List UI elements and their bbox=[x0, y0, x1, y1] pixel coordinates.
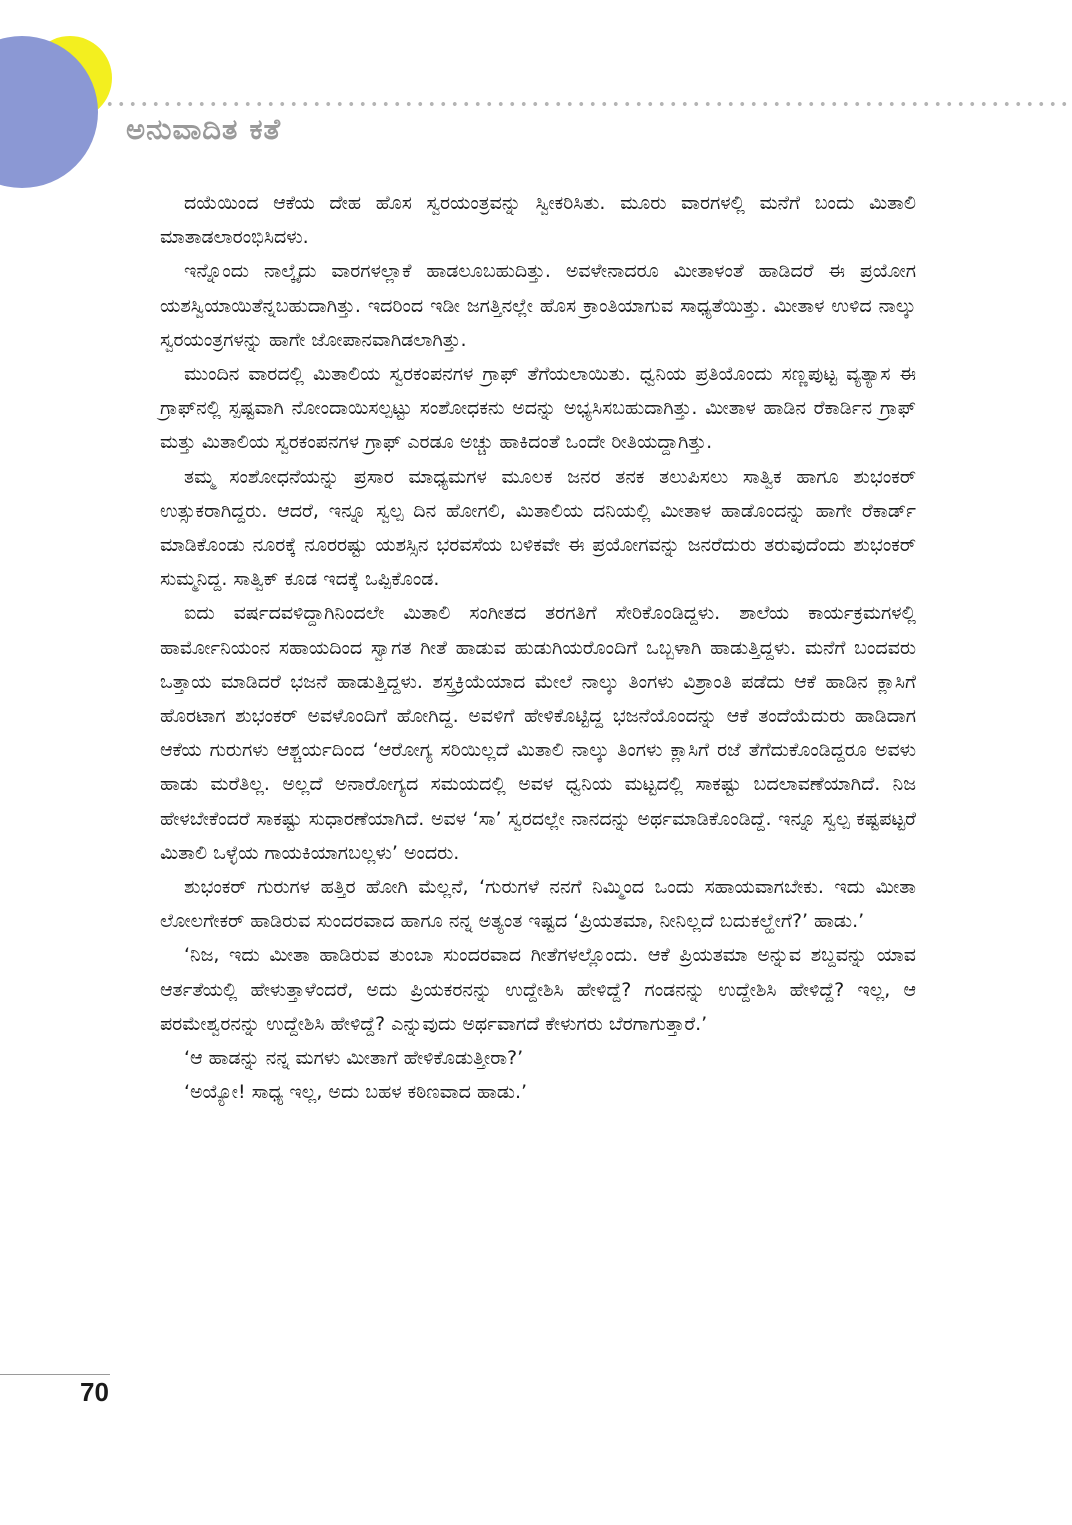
paragraph: ‘ಆ ಹಾಡನ್ನು ನನ್ನ ಮಗಳು ಮೀತಾಗೆ ಹೇಳಿಕೊಡುತ್ತೀರಾ?’ bbox=[184, 1047, 524, 1070]
paragraph: ದಯೆಯಿಂದ ಆಕೆಯ ದೇಹ ಹೊಸ ಸ್ವರಯಂತ್ರವನ್ನು ಸ್ವೀಕರಿಸಿತು. ಮೂರು ವಾರಗಳಲ್ಲಿ ಮನೆಗೆ ಬಂದು ಮಿತಾಲಿ ಮಾತಾಡಲಾರಂಭಿಸಿದಳು. bbox=[160, 192, 916, 249]
paragraph: ಮುಂದಿನ ವಾರದಲ್ಲಿ ಮಿತಾಲಿಯ ಸ್ವರಕಂಪನಗಳ ಗ್ರಾಫ್ ತೆಗೆಯಲಾಯಿತು. ಧ್ವನಿಯ ಪ್ರತಿಯೊಂದು ಸಣ್ಣಪುಟ್ಟ ವ್ಯತ್ಯಾಸ ಈ ಗ್ರಾಫ್‌ನಲ್ಲಿ ಸ್ಪಷ್ಟವಾಗಿ ನೋಂದಾಯಿಸಲ್ಪಟ್ಟು ಸಂಶೋಧಕನು ಅದನ್ನು ಅಭ್ಯಸಿಸಬಹುದಾಗಿತ್ತು. ಮೀತಾಳ ಹಾಡಿನ ರೆಕಾರ್ಡಿನ ಗ್ರಾಫ್ ಮತ್ತು ಮಿತಾಲಿಯ ಸ್ವರಕಂಪನಗಳ ಗ್ರಾಫ್ ಎರಡೂ ಅಚ್ಚು ಹಾಕಿದಂತೆ ಒಂದೇ ರೀತಿಯದ್ದಾಗಿತ್ತು. bbox=[160, 363, 916, 454]
story-body bbox=[160, 186, 916, 1109]
paragraph: ‘ಅಯ್ಯೋ! ಸಾಧ್ಯ ಇಲ್ಲ, ಅದು ಬಹಳ ಕಠಿಣವಾದ ಹಾಡು.’ bbox=[184, 1081, 528, 1104]
footer-rule bbox=[0, 1374, 110, 1375]
paragraph: ‘ನಿಜ, ಇದು ಮೀತಾ ಹಾಡಿರುವ ತುಂಬಾ ಸುಂದರವಾದ ಗೀತೆಗಳಲ್ಲೊಂದು. ಆಕೆ ಪ್ರಿಯತಮಾ ಅನ್ನುವ ಶಬ್ದವನ್ನು ಯಾವ ಆರ್ತತೆಯಲ್ಲಿ ಹೇಳುತ್ತಾಳೆಂದರೆ, ಅದು ಪ್ರಿಯಕರನನ್ನು ಉದ್ದೇಶಿಸಿ ಹೇಳಿದ್ದೆ? ಗಂಡನನ್ನು ಉದ್ದೇಶಿಸಿ ಹೇಳಿದ್ದೆ? ಇಲ್ಲ, ಆ ಪರಮೇಶ್ವರನನ್ನು ಉದ್ದೇಶಿಸಿ ಹೇಳಿದ್ದೆ? ಎನ್ನುವುದು ಅರ್ಥವಾಗದೆ ಕೇಳುಗರು ಬೆರಗಾಗುತ್ತಾರೆ.’ bbox=[160, 944, 916, 1035]
paragraph: ತಮ್ಮ ಸಂಶೋಧನೆಯನ್ನು ಪ್ರಸಾರ ಮಾಧ್ಯಮಗಳ ಮೂಲಕ ಜನರ ತನಕ ತಲುಪಿಸಲು ಸಾತ್ವಿಕ ಹಾಗೂ ಶುಭಂಕರ್ ಉತ್ಸುಕರಾಗಿದ್ದರು. ಆದರೆ, ಇನ್ನೂ ಸ್ವಲ್ಪ ದಿನ ಹೋಗಲಿ, ಮಿತಾಲಿಯ ದನಿಯಲ್ಲಿ ಮೀತಾಳ ಹಾಡೊಂದನ್ನು ಹಾಗೇ ರೆಕಾರ್ಡ್ ಮಾಡಿಕೊಂಡು ನೂರಕ್ಕೆ ನೂರರಷ್ಟು ಯಶಸ್ಸಿನ ಭರವಸೆಯ ಬಳಿಕವೇ ಈ ಪ್ರಯೋಗವನ್ನು ಜನರೆದುರು ತರುವುದೆಂದು ಶುಭಂಕರ್ ಸುಮ್ಮನಿದ್ದ. ಸಾತ್ವಿಕ್ ಕೂಡ ಇದಕ್ಕೆ ಒಪ್ಪಿಕೊಂಡ. bbox=[160, 465, 916, 591]
paragraph: ಶುಭಂಕರ್ ಗುರುಗಳ ಹತ್ತಿರ ಹೋಗಿ ಮೆಲ್ಲನೆ, ‘ಗುರುಗಳೆ ನನಗೆ ನಿಮ್ಮಿಂದ ಒಂದು ಸಹಾಯವಾಗಬೇಕು. ಇದು ಮೀತಾ ಲೋಲಗೇಕರ್ ಹಾಡಿರುವ ಸುಂದರವಾದ ಹಾಗೂ ನನ್ನ ಅತ್ಯಂತ ಇಷ್ಟದ ‘ಪ್ರಿಯತಮಾ, ನೀನಿಲ್ಲದೆ ಬದುಕಲ್ಹೇಗೆ?’ ಹಾಡು.’ bbox=[160, 876, 916, 933]
dotted-header-rule bbox=[104, 101, 1072, 107]
paragraph: ಐದು ವರ್ಷದವಳಿದ್ದಾಗಿನಿಂದಲೇ ಮಿತಾಲಿ ಸಂಗೀತದ ತರಗತಿಗೆ ಸೇರಿಕೊಂಡಿದ್ದಳು. ಶಾಲೆಯ ಕಾರ್ಯಕ್ರಮಗಳಲ್ಲಿ ಹಾರ್ಮೋನಿಯಂನ ಸಹಾಯದಿಂದ ಸ್ವಾಗತ ಗೀತೆ ಹಾಡುವ ಹುಡುಗಿಯರೊಂದಿಗೆ ಒಬ್ಬಳಾಗಿ ಹಾಡುತ್ತಿದ್ದಳು. ಮನೆಗೆ ಬಂದವರು ಒತ್ತಾಯ ಮಾಡಿದರೆ ಭಜನೆ ಹಾಡುತ್ತಿದ್ದಳು. ಶಸ್ತ್ರಕ್ರಿಯೆಯಾದ ಮೇಲೆ ನಾಲ್ಕು ತಿಂಗಳು ವಿಶ್ರಾಂತಿ ಪಡೆದು ಆಕೆ ಹಾಡಿನ ಕ್ಲಾಸಿಗೆ ಹೊರಟಾಗ ಶುಭಂಕರ್ ಅವಳೊಂದಿಗೆ ಹೋಗಿದ್ದ. ಅವಳಿಗೆ ಹೇಳಿಕೊಟ್ಟಿದ್ದ ಭಜನೆಯೊಂದನ್ನು ಆಕೆ ತಂದೆಯೆದುರು ಹಾಡಿದಾಗ ಆಕೆಯ ಗುರುಗಳು ಆಶ್ಚರ್ಯದಿಂದ ‘ಆರೋಗ್ಯ ಸರಿಯಿಲ್ಲದೆ ಮಿತಾಲಿ ನಾಲ್ಕು ತಿಂಗಳು ಕ್ಲಾಸಿಗೆ ರಜೆ ತೆಗೆದುಕೊಂಡಿದ್ದರೂ ಅವಳು ಹಾಡು ಮರೆತಿಲ್ಲ. ಅಲ್ಲದೆ ಅನಾರೋಗ್ಯದ ಸಮಯದಲ್ಲಿ ಅವಳ ಧ್ವನಿಯ ಮಟ್ಟದಲ್ಲಿ ಸಾಕಷ್ಟು ಬದಲಾವಣೆಯಾಗಿದೆ. ನಿಜ ಹೇಳಬೇಕೆಂದರೆ ಸಾಕಷ್ಟು ಸುಧಾರಣೆಯಾಗಿದೆ. ಅವಳ ‘ಸಾ’ ಸ್ವರದಲ್ಲೇ ನಾನದನ್ನು ಅರ್ಥಮಾಡಿಕೊಂಡಿದ್ದೆ. ಇನ್ನೂ ಸ್ವಲ್ಪ ಕಷ್ಟಪಟ್ಟರೆ ಮಿತಾಲಿ ಒಳ್ಳೆಯ ಗಾಯಕಿಯಾಗಬಲ್ಲಳು’ ಅಂದರು. bbox=[160, 602, 916, 864]
page-number: 70 bbox=[80, 1377, 109, 1407]
paragraph: ಇನ್ನೊಂದು ನಾಲ್ಕೈದು ವಾರಗಳಲ್ಲಾಕೆ ಹಾಡಲೂಬಹುದಿತ್ತು. ಅವಳೇನಾದರೂ ಮೀತಾಳಂತೆ ಹಾಡಿದರೆ ಈ ಪ್ರಯೋಗ ಯಶಸ್ವಿಯಾಯಿತೆನ್ನಬಹುದಾಗಿತ್ತು. ಇದರಿಂದ ಇಡೀ ಜಗತ್ತಿನಲ್ಲೇ ಹೊಸ ಕ್ರಾಂತಿಯಾಗುವ ಸಾಧ್ಯತೆಯಿತ್ತು. ಮೀತಾಳ ಉಳಿದ ನಾಲ್ಕು ಸ್ವರಯಂತ್ರಗಳನ್ನು ಹಾಗೇ ಜೋಪಾನವಾಗಿಡಲಾಗಿತ್ತು. bbox=[160, 260, 916, 351]
section-title: ಅನುವಾದಿತ ಕತೆ bbox=[126, 112, 282, 146]
decorative-circles bbox=[0, 0, 130, 200]
